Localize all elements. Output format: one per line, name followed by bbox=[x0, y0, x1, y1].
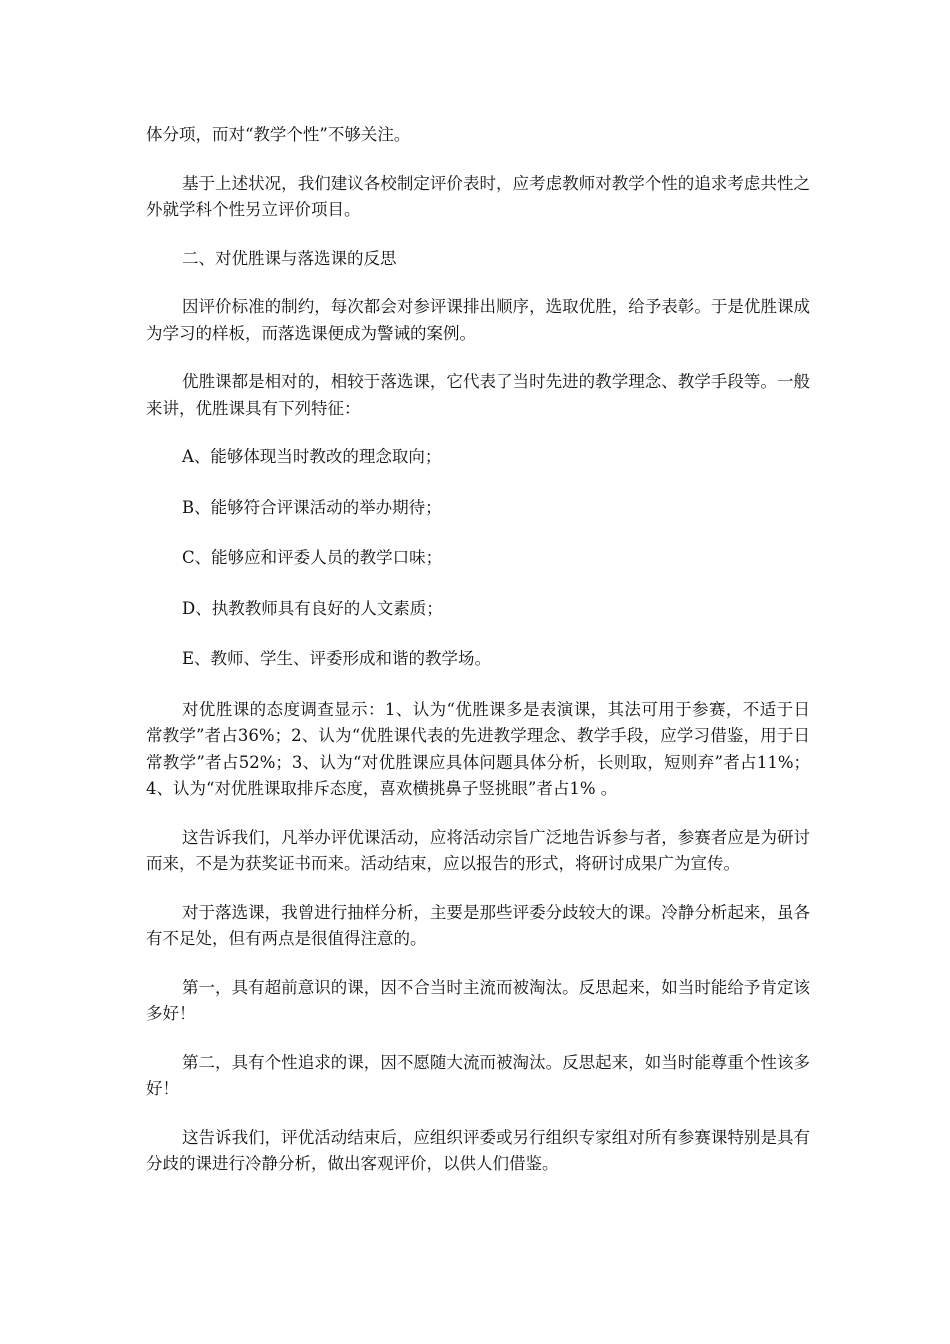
paragraph: 第二，具有个性追求的课，因不愿随大流而被淘汰。反思起来，如当时能尊重个性该多好！ bbox=[146, 1052, 810, 1098]
list-item: E、教师、学生、评委形成和谐的教学场。 bbox=[182, 649, 492, 668]
paragraph: 因评价标准的制约，每次都会对参评课排出顺序，选取优胜，给予表彰。于是优胜课成为学习的样板，而落选课便成为警诫的案例。 bbox=[146, 297, 810, 343]
paragraph: 这告诉我们，评优活动结束后，应组织评委或另行组织专家组对所有参赛课特别是具有分歧的课进行冷静分析，做出客观评价，以供人们借鉴。 bbox=[146, 1127, 810, 1173]
paragraph-continuation: 体分项，而对“教学个性”不够关注。 bbox=[146, 125, 411, 144]
paragraph: 基于上述状况，我们建议各校制定评价表时，应考虑教师对教学个性的追求考虑共性之外就学科个性另立评价项目。 bbox=[146, 173, 810, 219]
list-item: C、能够应和评委人员的教学口味； bbox=[182, 548, 443, 567]
list-item: D、执教教师具有良好的人文素质； bbox=[182, 598, 443, 618]
paragraph: 对于落选课，我曾进行抽样分析，主要是那些评委分歧较大的课。冷静分析起来，虽各有不足处，但有两点是很值得注意的。 bbox=[146, 902, 810, 948]
section-heading: 二、对优胜课与落选课的反思 bbox=[182, 248, 397, 268]
paragraph: 第一，具有超前意识的课，因不合当时主流而被淘汰。反思起来，如当时能给予肯定该多好！ bbox=[146, 977, 810, 1023]
paragraph: 优胜课都是相对的，相较于落选课，它代表了当时先进的教学理念、教学手段等。一般来讲，优胜课具有下列特征： bbox=[146, 372, 810, 418]
document-body bbox=[146, 122, 810, 1200]
list-item: A、能够体现当时教改的理念取向； bbox=[182, 447, 442, 466]
paragraph: 这告诉我们，凡举办评优课活动，应将活动宗旨广泛地告诉参与者，参赛者应是为研讨而来，不是为获奖证书而来。活动结束，应以报告的形式，将研讨成果广为宣传。 bbox=[146, 827, 810, 873]
list-item: B、能够符合评课活动的举办期待； bbox=[182, 497, 442, 517]
paragraph: 对优胜课的态度调查显示：1、认为“优胜课多是表演课，其法可用于参赛，不适于日常教学”者占36%；2、认为“优胜课代表的先进教学理念、教学手段，应学习借鉴，用于日常教学”者占52%；3、认为“对优胜课应具体问题具体分析，长则取，短则弃”者占11%；4、认为“对优胜课取排斥态度，喜欢横挑鼻子竖挑眼”者占1% 。 bbox=[146, 699, 810, 798]
